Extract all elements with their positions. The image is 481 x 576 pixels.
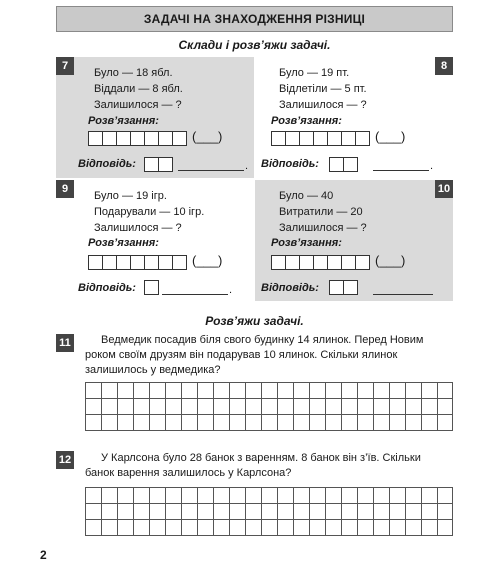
answer-boxes[interactable]	[144, 157, 172, 172]
condition-line: Залишилося — ?	[279, 222, 367, 234]
answer-label: Відповідь:	[78, 158, 136, 170]
condition-line: Було — 19 ігр.	[94, 190, 167, 202]
condition-line: Витратили — 20	[279, 206, 363, 218]
condition-line: Залишилося — ?	[94, 222, 182, 234]
task-number-badge: 12	[56, 451, 74, 469]
condition-line: Було — 18 ябл.	[94, 67, 173, 79]
answer-grid[interactable]	[85, 487, 453, 536]
unit-parentheses[interactable]: (___)	[192, 253, 223, 268]
task-number-badge: 10	[435, 180, 453, 198]
answer-line[interactable]	[178, 170, 244, 171]
task-10-cell	[255, 180, 453, 301]
condition-line: Залишилося — ?	[279, 99, 367, 111]
answer-boxes[interactable]	[329, 157, 357, 172]
unit-parentheses[interactable]: (___)	[192, 129, 223, 144]
task-number-badge: 9	[56, 180, 74, 198]
answer-line[interactable]	[373, 294, 433, 295]
answer-label: Відповідь:	[261, 158, 319, 170]
task-7-condition	[94, 65, 183, 113]
condition-line: Залишилося — ?	[94, 99, 182, 111]
unit-parentheses[interactable]: (___)	[375, 253, 406, 268]
condition-line: Відлетіли — 5 пт.	[279, 83, 367, 95]
answer-label: Відповідь:	[78, 282, 136, 294]
answer-line[interactable]	[373, 170, 429, 171]
period: .	[229, 284, 233, 296]
answer-boxes[interactable]	[144, 280, 158, 295]
solution-label: Розв’язання:	[271, 237, 342, 249]
condition-line: Подарували — 10 ігр.	[94, 206, 205, 218]
solution-label: Розв’язання:	[271, 115, 342, 127]
answer-grid[interactable]	[85, 382, 453, 431]
section-title-compose: Склади і розв’яжи задачі.	[178, 38, 331, 52]
page-number: 2	[40, 548, 47, 562]
section-title-solve: Розв’яжи задачі.	[205, 314, 304, 328]
solution-boxes[interactable]	[271, 131, 369, 146]
header-title: ЗАДАЧІ НА ЗНАХОДЖЕННЯ РІЗНИЦІ	[143, 12, 366, 26]
solution-label: Розв’язання:	[88, 115, 159, 127]
answer-boxes[interactable]	[329, 280, 357, 295]
period: .	[245, 160, 249, 172]
task-11-text: Ведмедик посадив біля свого будинку 14 ялинок. Перед Новим роком своїм друзям він подарував 10 ялинок. Скільки ялинок залишилось у ведмедика?	[85, 334, 424, 376]
task-7-cell	[56, 57, 254, 178]
task-9-cell	[56, 180, 254, 301]
unit-parentheses[interactable]: (___)	[375, 129, 406, 144]
task-number-badge: 8	[435, 57, 453, 75]
solution-boxes[interactable]	[88, 255, 186, 270]
solution-boxes[interactable]	[88, 131, 186, 146]
solution-boxes[interactable]	[271, 255, 369, 270]
task-10-condition	[279, 188, 367, 236]
condition-line: Було — 40	[279, 190, 334, 202]
condition-line: Віддали — 8 ябл.	[94, 83, 183, 95]
task-9-condition	[94, 188, 204, 236]
answer-label: Відповідь:	[261, 282, 319, 294]
task-8-cell	[255, 57, 453, 178]
task-8-condition	[279, 65, 367, 113]
page-header	[56, 6, 453, 32]
period: .	[430, 160, 434, 172]
task-number-badge: 11	[56, 334, 74, 352]
task-number-badge: 7	[56, 57, 74, 75]
solution-label: Розв’язання:	[88, 237, 159, 249]
task-12-text: У Карлсона було 28 банок з варенням. 8 банок він з’їв. Скільки банок варення залишилось у Карлсона?	[85, 452, 421, 479]
answer-line[interactable]	[162, 294, 228, 295]
condition-line: Було — 19 пт.	[279, 67, 350, 79]
